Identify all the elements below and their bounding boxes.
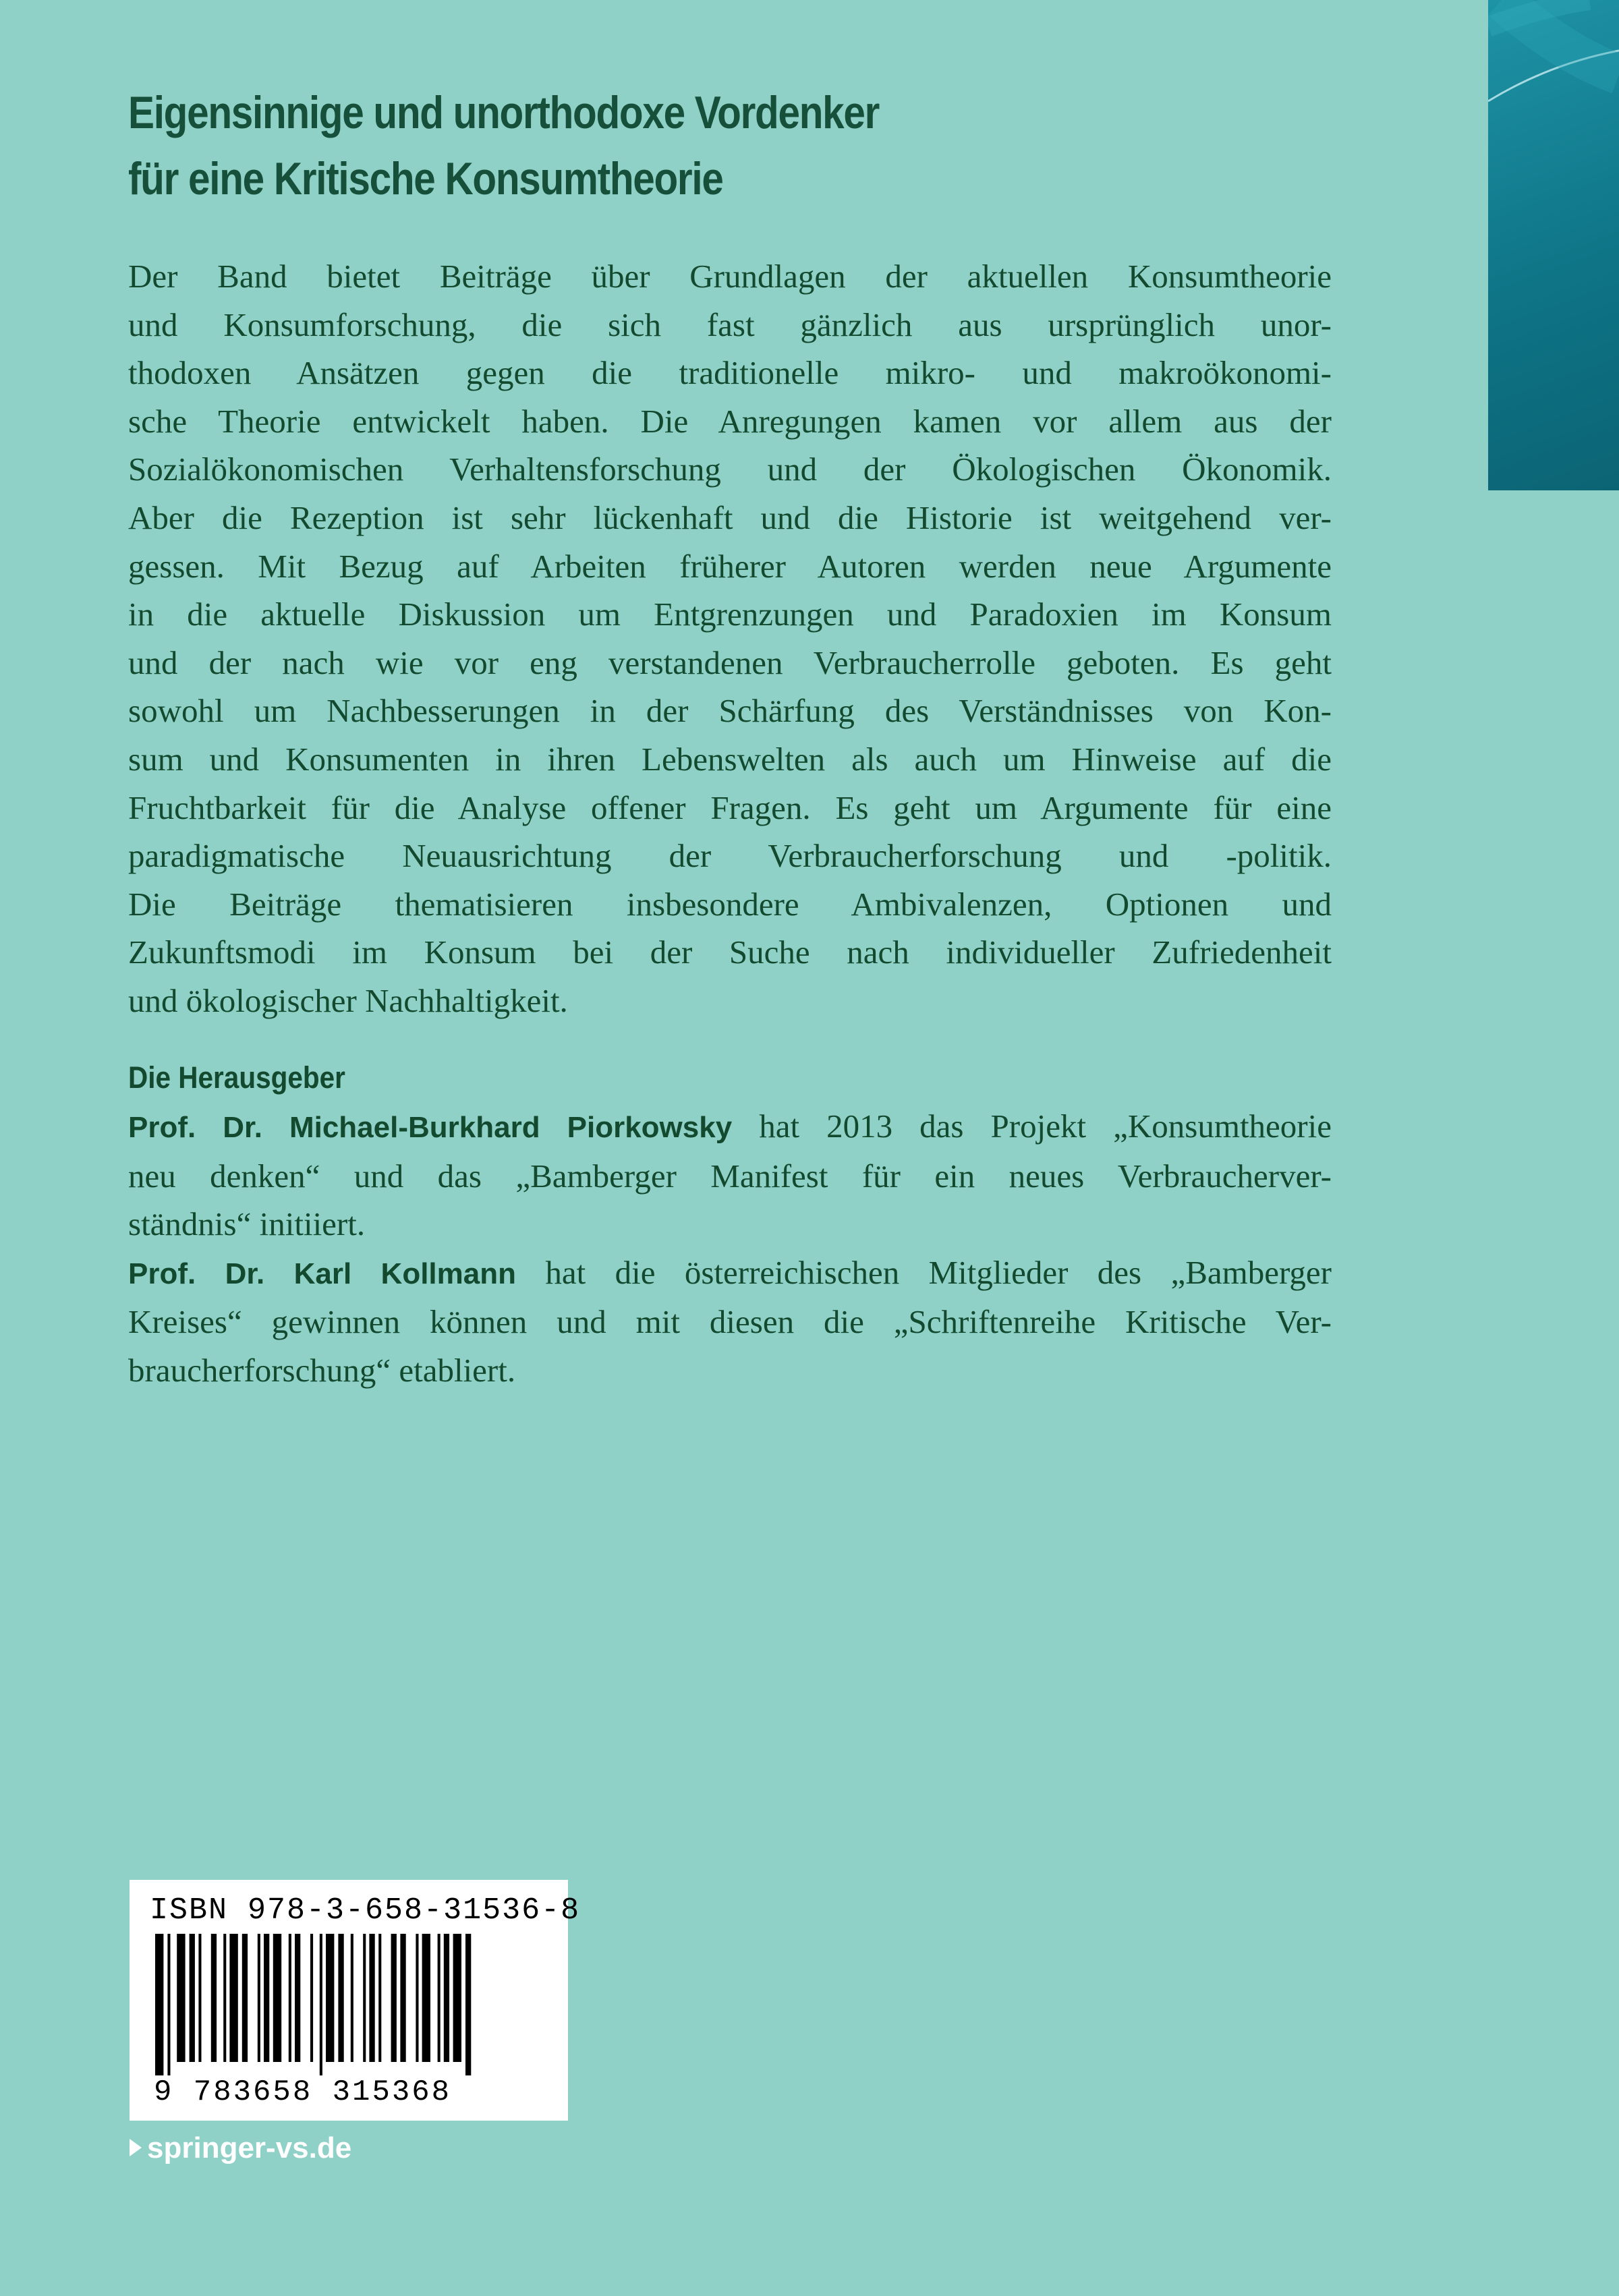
barcode-bar xyxy=(211,1934,217,2062)
editors-heading: Die Herausgeber xyxy=(128,1060,345,1095)
description-line: Die Beiträge thematisieren insbesondere Ambivalenzen, Optionen und xyxy=(128,885,1332,923)
barcode-bar xyxy=(422,1934,430,2062)
corner-swoosh-graphic xyxy=(1488,0,1619,490)
description-line: sche Theorie entwickelt haben. Die Anregungen kamen vor allem aus der xyxy=(128,402,1332,440)
barcode-bar xyxy=(338,1934,343,2062)
barcode-bar xyxy=(453,1934,461,2062)
barcode-bar xyxy=(198,1934,201,2062)
barcode-bar xyxy=(400,1934,405,2062)
barcode-bar xyxy=(416,1934,418,2062)
barcode-bar xyxy=(320,1934,322,2075)
barcode-bar xyxy=(242,1934,248,2062)
barcode-bar xyxy=(369,1934,374,2062)
barcode-bar xyxy=(223,1934,226,2062)
arrow-right-icon xyxy=(130,2139,142,2156)
description-line: sowohl um Nachbesserungen in der Schärfung des Verständnisses von Kon- xyxy=(128,692,1332,730)
description-line: Zukunftsmodi im Konsum bei der Suche nach individueller Zufriedenheit xyxy=(128,934,1332,971)
publisher-link[interactable] xyxy=(130,2131,351,2165)
barcode-bar xyxy=(326,1934,334,2062)
barcode-bar xyxy=(155,1934,163,2075)
barcode-bar xyxy=(310,1934,313,2062)
description-line: und ökologischer Nachhaltigkeit. xyxy=(128,981,568,1019)
barcode-bar xyxy=(264,1934,269,2062)
description-line: und der nach wie vor eng verstandenen Verbraucherrolle geboten. Es geht xyxy=(128,643,1332,681)
barcode-digits: 9 783658 315368 xyxy=(154,2075,452,2109)
barcode-bar xyxy=(177,1934,185,2062)
barcode-bar xyxy=(391,1934,397,2062)
barcode-bar xyxy=(438,1934,441,2062)
description-line: thodoxen Ansätzen gegen die traditionelle mikro- und makroökonomi- xyxy=(128,354,1332,392)
editors-section xyxy=(128,1054,1332,1395)
description-line: in die aktuelle Diskussion um Entgrenzungen und Paradoxien im Konsum xyxy=(128,596,1332,633)
description-line: paradigmatische Neuausrichtung der Verbraucherforschung und -politik. xyxy=(128,837,1332,875)
barcode-bar xyxy=(351,1934,353,2062)
barcode-bar xyxy=(273,1934,281,2062)
description-line: sum und Konsumenten in ihren Lebenswelten als auch um Hinweise auf die xyxy=(128,740,1332,778)
description-line: Fruchtbarkeit für die Analyse offener Fragen. Es geht um Argumente für eine xyxy=(128,788,1332,826)
editor-1-intro: hat 2013 das Projekt „Konsumtheorie xyxy=(732,1108,1332,1145)
title-line-2: für eine Kritische Konsumtheorie xyxy=(128,153,723,204)
title-line-1: Eigensinnige und unorthodoxe Vordenker xyxy=(128,87,880,138)
barcode-bar xyxy=(167,1934,170,2075)
publisher-url: springer-vs.de xyxy=(147,2131,352,2164)
description-line: Aber die Rezeption ist sehr lückenhaft und die Historie ist weitgehend ver- xyxy=(128,498,1332,536)
editor-2-line-3: braucherforschung“ etabliert. xyxy=(128,1351,516,1389)
editor-2-line-1 xyxy=(128,1249,1332,1298)
isbn-barcode-box xyxy=(130,1880,581,2121)
editor-1-line-3: ständnis“ initiiert. xyxy=(128,1205,366,1243)
barcode-bar xyxy=(190,1934,195,2062)
barcode-bar xyxy=(465,1934,471,2075)
isbn-label: ISBN 978-3-658-31536-8 xyxy=(150,1893,581,1928)
editor-2-line-2: Kreises“ gewinnen können und mit diesen die „Schriftenreihe Kritische Ver- xyxy=(128,1303,1332,1341)
description-paragraph xyxy=(128,252,1332,1025)
editor-1-line-1 xyxy=(128,1102,1332,1152)
editor-1-line-2: neu denken“ und das „Bamberger Manifest für ein neues Verbraucherver- xyxy=(128,1157,1332,1195)
description-line: und Konsumforschung, die sich fast gänzlich aus ursprünglich unor- xyxy=(128,306,1332,343)
barcode-bars xyxy=(155,1934,546,2075)
barcode-bar xyxy=(289,1934,291,2062)
description-line: gessen. Mit Bezug auf Arbeiten früherer Autoren werden neue Argumente xyxy=(128,547,1332,585)
book-title xyxy=(128,80,1230,212)
corner-accent-panel xyxy=(1488,0,1619,490)
barcode-bar xyxy=(363,1934,366,2062)
editor-1-name: Prof. Dr. Michael-Burkhard Piorkowsky xyxy=(128,1111,733,1144)
description-line: Der Band bietet Beiträge über Grundlagen der aktuellen Konsumtheorie xyxy=(128,258,1332,295)
description-line: Sozialökonomischen Verhaltensforschung und der Ökologischen Ökonomik. xyxy=(128,451,1332,488)
barcode-bar xyxy=(295,1934,300,2062)
editor-2-name: Prof. Dr. Karl Kollmann xyxy=(128,1257,516,1290)
barcode-bar xyxy=(229,1934,237,2062)
barcode-bar xyxy=(378,1934,381,2062)
editor-2-intro: hat die österreichischen Mitglieder des „Bamberger xyxy=(516,1253,1332,1291)
barcode-bar xyxy=(444,1934,449,2062)
barcode-bar xyxy=(258,1934,260,2062)
